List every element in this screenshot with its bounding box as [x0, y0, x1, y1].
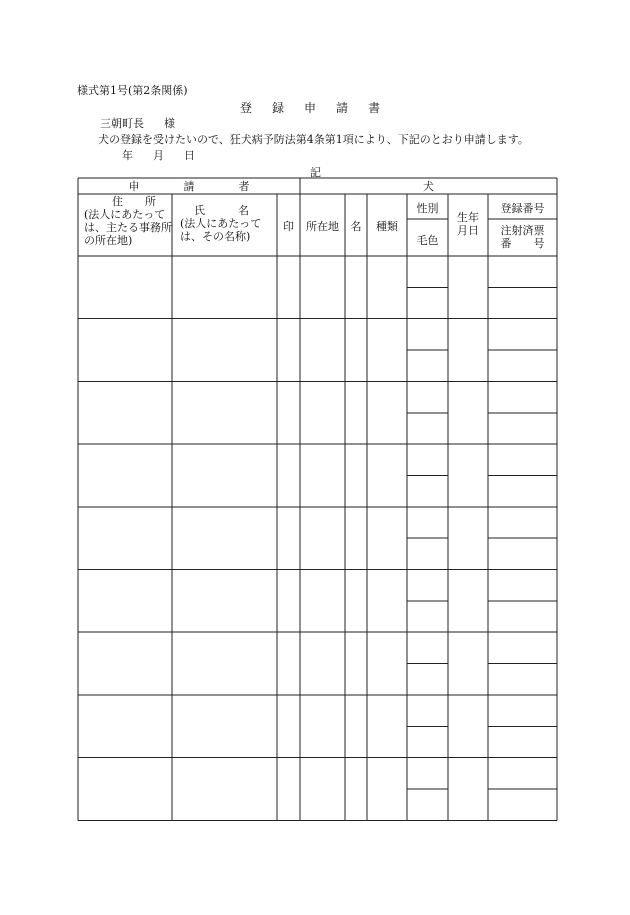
header-name-line: 氏 名: [194, 204, 249, 217]
header-name-line: (法人にあたって: [180, 217, 262, 230]
date-day-label: 日: [184, 149, 195, 162]
date-month-label: 月: [153, 149, 164, 162]
header-injection-line: 注射済票: [500, 224, 545, 237]
header-name-line: は、その名称): [180, 230, 251, 243]
header-birth: [448, 211, 488, 237]
form-number: 様式第1号(第2条関係): [77, 84, 188, 97]
title-char: 録: [272, 101, 285, 115]
header-injection-line: 番 号: [500, 237, 545, 250]
header-coat: 毛色: [416, 234, 439, 247]
header-registration-no: 登録番号: [500, 202, 545, 215]
table-grid-lines: [78, 178, 557, 820]
header-dog-name: 名: [350, 220, 362, 233]
title-char: 登: [240, 101, 253, 115]
title-char: 書: [368, 101, 381, 115]
ki-label: 記: [310, 166, 321, 179]
header-breed: 種類: [376, 220, 398, 233]
title-char: 請: [336, 101, 349, 115]
header-address-line: は、主たる事務所: [84, 221, 172, 234]
addressee-honorific: 様: [164, 117, 175, 130]
header-birth-line: 生年: [457, 211, 479, 224]
header-location: 所在地: [306, 220, 339, 233]
header-sex: 性別: [416, 202, 439, 215]
header-birth-line: 月日: [457, 224, 479, 237]
header-address: [84, 195, 172, 247]
header-address-line: の所在地): [84, 234, 133, 247]
intro-text: 犬の登録を受けたいので、狂犬病予防法第4条第1項により、下記のとおり申請します。: [98, 133, 529, 146]
date-year-label: 年: [122, 149, 133, 162]
header-dog: 犬: [423, 180, 434, 193]
header-address-line: (法人にあたって: [84, 208, 166, 221]
header-address-line: 住 所: [112, 195, 156, 208]
header-applicant: 申 請 者: [128, 180, 250, 193]
header-seal: 印: [283, 220, 294, 233]
title-char: 申: [304, 101, 317, 115]
header-injection-no: [488, 224, 557, 250]
addressee-name: 三朝町長: [100, 117, 144, 130]
header-name: [180, 204, 261, 243]
